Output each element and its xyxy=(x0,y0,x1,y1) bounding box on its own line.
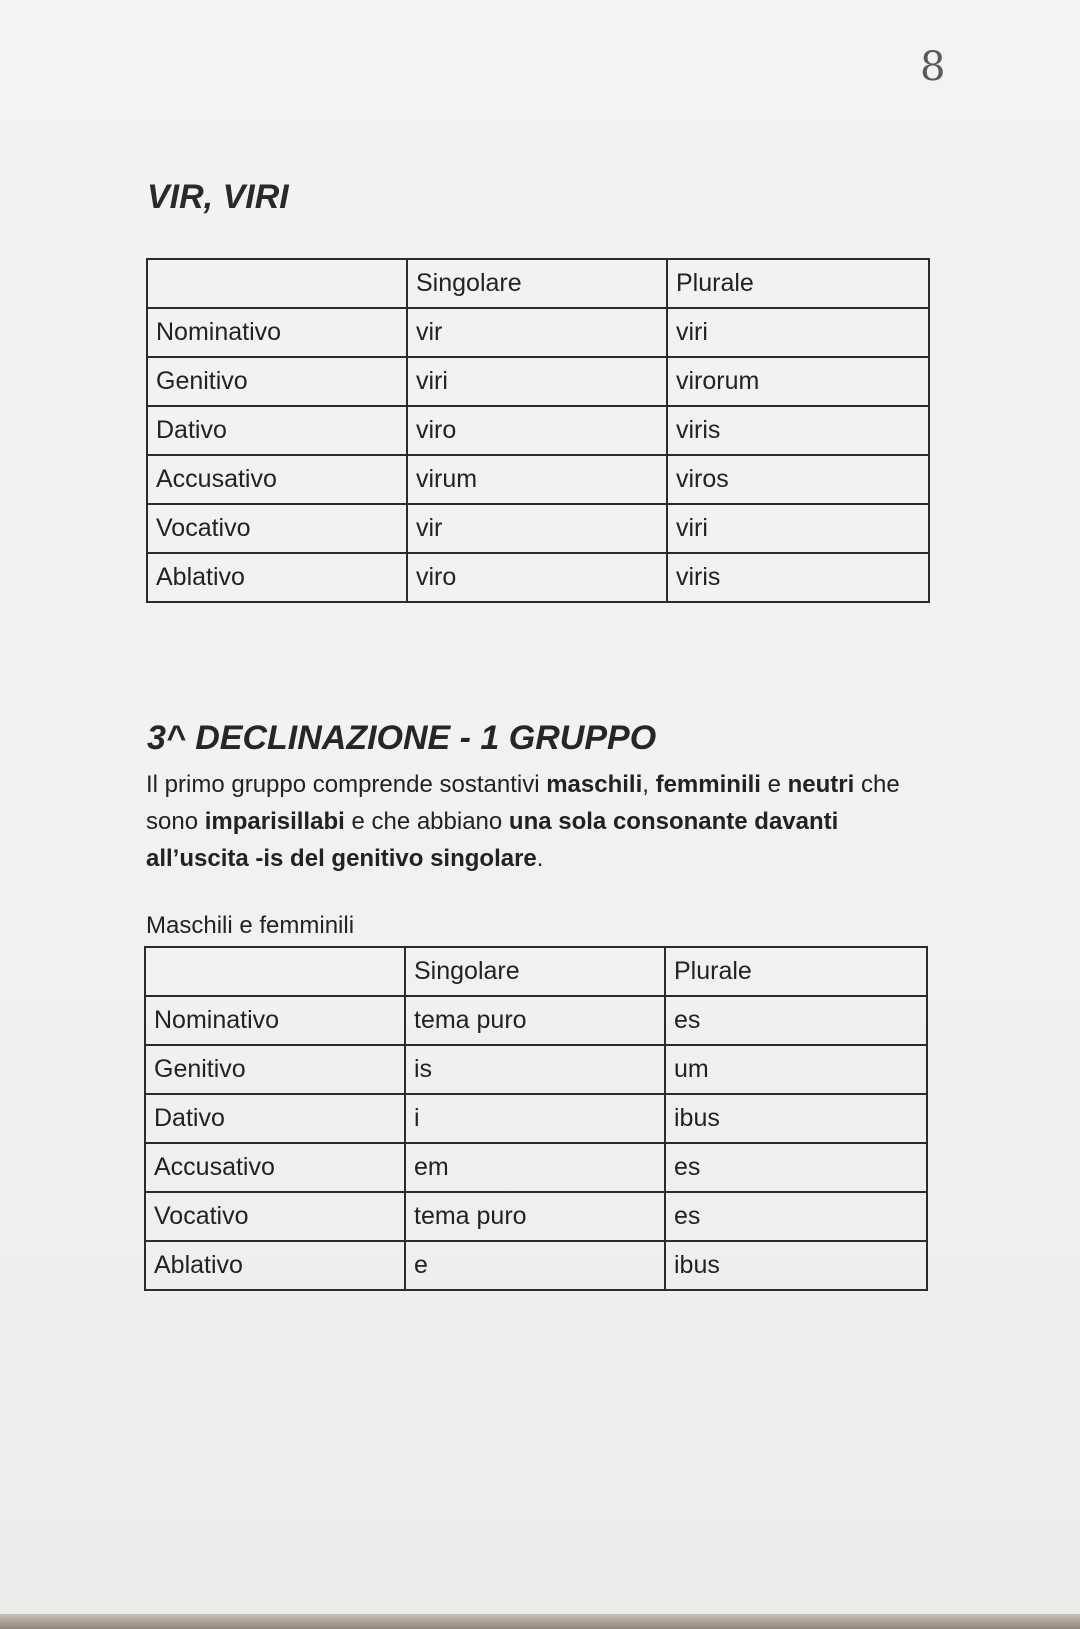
intro-text: e xyxy=(760,771,788,798)
table-row xyxy=(147,553,929,602)
singular-cell: virum xyxy=(407,455,667,504)
header-cell xyxy=(147,259,407,308)
intro-bold-text: una sola consonante davanti all’uscita -is del genitivo singolare xyxy=(146,808,839,872)
case-cell: Ablativo xyxy=(145,1241,405,1290)
case-cell: Accusativo xyxy=(145,1143,405,1192)
intro-bold-text: maschili xyxy=(546,771,643,798)
singular-cell: i xyxy=(405,1094,665,1143)
intro-paragraph xyxy=(146,766,926,877)
case-cell: Genitivo xyxy=(147,357,407,406)
page-number: 8 xyxy=(920,44,946,90)
table-row xyxy=(145,1045,927,1094)
case-cell: Dativo xyxy=(145,1094,405,1143)
intro-bold-text: femminili xyxy=(655,771,761,798)
header-cell xyxy=(145,947,405,996)
header-cell: Singolare xyxy=(405,947,665,996)
intro-text: . xyxy=(536,845,544,872)
plural-cell: viris xyxy=(667,406,929,455)
plural-cell: ibus xyxy=(665,1094,927,1143)
plural-cell: viri xyxy=(667,308,929,357)
case-cell: Dativo xyxy=(147,406,407,455)
table-row xyxy=(145,1241,927,1290)
section-title-vir: VIR, VIRI xyxy=(147,178,289,216)
header-cell: Plurale xyxy=(667,259,929,308)
declension-table-vir xyxy=(146,258,930,603)
page-bottom-edge xyxy=(0,1614,1080,1629)
plural-cell: viris xyxy=(667,553,929,602)
section-title-third-declension: 3^ DECLINAZIONE - 1 GRUPPO xyxy=(147,719,657,757)
declension-table-third xyxy=(144,946,928,1291)
plural-cell: virorum xyxy=(667,357,929,406)
table-subtitle: Maschili e femminili xyxy=(146,912,355,939)
table-header-row xyxy=(145,947,927,996)
intro-bold-text: imparisillabi xyxy=(204,808,345,835)
plural-cell: viri xyxy=(667,504,929,553)
plural-cell: ibus xyxy=(665,1241,927,1290)
intro-text: e che abbiano xyxy=(344,808,509,835)
singular-cell: vir xyxy=(407,504,667,553)
singular-cell: viro xyxy=(407,406,667,455)
intro-text: che sono xyxy=(146,771,900,835)
singular-cell: em xyxy=(405,1143,665,1192)
singular-cell: vir xyxy=(407,308,667,357)
plural-cell: um xyxy=(665,1045,927,1094)
singular-cell: tema puro xyxy=(405,996,665,1045)
table-row xyxy=(145,996,927,1045)
plural-cell: es xyxy=(665,996,927,1045)
table-row xyxy=(147,504,929,553)
singular-cell: e xyxy=(405,1241,665,1290)
table-row xyxy=(145,1143,927,1192)
table-row xyxy=(147,406,929,455)
plural-cell: viros xyxy=(667,455,929,504)
header-cell: Plurale xyxy=(665,947,927,996)
table-row xyxy=(145,1192,927,1241)
singular-cell: viro xyxy=(407,553,667,602)
table-header-row xyxy=(147,259,929,308)
header-cell: Singolare xyxy=(407,259,667,308)
case-cell: Nominativo xyxy=(147,308,407,357)
singular-cell: tema puro xyxy=(405,1192,665,1241)
intro-bold-text: neutri xyxy=(787,771,855,798)
intro-text: Il primo gruppo comprende sostantivi xyxy=(146,771,547,798)
case-cell: Genitivo xyxy=(145,1045,405,1094)
plural-cell: es xyxy=(665,1143,927,1192)
intro-text: , xyxy=(642,771,656,798)
case-cell: Ablativo xyxy=(147,553,407,602)
singular-cell: viri xyxy=(407,357,667,406)
case-cell: Vocativo xyxy=(147,504,407,553)
case-cell: Vocativo xyxy=(145,1192,405,1241)
table-row xyxy=(147,455,929,504)
singular-cell: is xyxy=(405,1045,665,1094)
table-row xyxy=(147,357,929,406)
table-row xyxy=(147,308,929,357)
case-cell: Accusativo xyxy=(147,455,407,504)
plural-cell: es xyxy=(665,1192,927,1241)
case-cell: Nominativo xyxy=(145,996,405,1045)
table-row xyxy=(145,1094,927,1143)
